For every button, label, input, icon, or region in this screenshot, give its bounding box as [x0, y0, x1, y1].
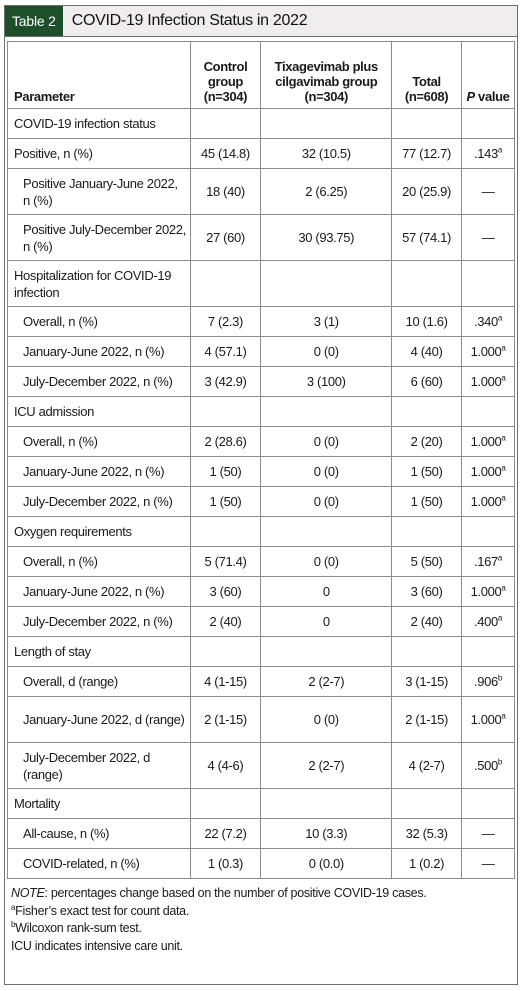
row-label: Positive July-December 2022, n (%) [8, 215, 191, 261]
footnote-icu: ICU indicates intensive care unit. [11, 938, 183, 953]
empty-cell [190, 261, 261, 307]
table-group-row [8, 789, 515, 819]
table-group-row [8, 517, 515, 547]
table-header [5, 6, 517, 37]
cell-control: 4 (4-6) [190, 743, 261, 789]
table-body [8, 109, 515, 879]
cell-control: 1 (0.3) [190, 849, 261, 879]
empty-cell [462, 637, 515, 667]
cell-p-value [462, 819, 515, 849]
row-label: Overall, n (%) [8, 427, 191, 457]
table-frame [4, 5, 518, 985]
p-value-text: 1.000 [470, 374, 502, 389]
row-label: January-June 2022, n (%) [8, 577, 191, 607]
cell-treatment: 3 (1) [261, 307, 392, 337]
p-value-text: .143 [474, 146, 498, 161]
cell-total: 2 (40) [392, 607, 462, 637]
cell-treatment: 0 (0.0) [261, 849, 392, 879]
row-label: July-December 2022, n (%) [8, 487, 191, 517]
cell-p-value [462, 307, 515, 337]
table-number-badge: Table 2 [5, 6, 63, 36]
col-header-control-line: (n=304) [203, 89, 248, 104]
empty-cell [190, 637, 261, 667]
table-title: COVID-19 Infection Status in 2022 [71, 12, 308, 29]
cell-treatment: 32 (10.5) [261, 139, 392, 169]
empty-cell [261, 109, 392, 139]
table-row [8, 307, 515, 337]
table-row [8, 427, 515, 457]
table-group-row [8, 261, 515, 307]
p-italic: P [466, 89, 475, 104]
group-label: COVID-19 infection status [8, 109, 191, 139]
empty-cell [261, 261, 392, 307]
empty-cell [392, 789, 462, 819]
cell-treatment: 0 (0) [261, 457, 392, 487]
p-value-text: 1.000 [470, 712, 502, 727]
table-group-row [8, 109, 515, 139]
p-value-text: .906 [474, 674, 498, 689]
table-row [8, 849, 515, 879]
row-label: Positive January-June 2022, n (%) [8, 169, 191, 215]
row-label: July-December 2022, n (%) [8, 607, 191, 637]
row-label: January-June 2022, n (%) [8, 457, 191, 487]
cell-control: 1 (50) [190, 457, 261, 487]
table-row [8, 577, 515, 607]
cell-p-value [462, 667, 515, 697]
p-value-footnote-marker: a [501, 493, 506, 503]
empty-cell [190, 789, 261, 819]
row-label: All-cause, n (%) [8, 819, 191, 849]
cell-total: 1 (0.2) [392, 849, 462, 879]
cell-total: 20 (25.9) [392, 169, 462, 215]
footnotes [11, 885, 517, 955]
p-value-text: 1.000 [470, 434, 502, 449]
empty-cell [392, 637, 462, 667]
data-table [7, 41, 515, 879]
cell-p-value [462, 697, 515, 743]
cell-control: 22 (7.2) [190, 819, 261, 849]
col-header-treatment [261, 42, 392, 109]
empty-cell [462, 109, 515, 139]
footnote-b [11, 920, 517, 938]
col-header-control-line: Control [203, 59, 248, 74]
cell-total: 1 (50) [392, 457, 462, 487]
p-value-footnote-marker: a [501, 583, 506, 593]
cell-total: 10 (1.6) [392, 307, 462, 337]
p-value-footnote-marker: b [497, 757, 503, 767]
cell-p-value [462, 607, 515, 637]
p-value-footnote-marker: a [501, 711, 506, 721]
cell-control: 2 (40) [190, 607, 261, 637]
table-group-row [8, 637, 515, 667]
table-row [8, 367, 515, 397]
cell-control: 7 (2.3) [190, 307, 261, 337]
table-row [8, 169, 515, 215]
cell-total: 77 (12.7) [392, 139, 462, 169]
row-label: COVID-related, n (%) [8, 849, 191, 879]
cell-total: 1 (50) [392, 487, 462, 517]
cell-p-value [462, 849, 515, 879]
cell-treatment: 2 (2-7) [261, 743, 392, 789]
table-row [8, 457, 515, 487]
cell-p-value [462, 169, 515, 215]
p-value-footnote-marker: a [497, 553, 503, 563]
empty-cell [462, 397, 515, 427]
p-value-text: — [481, 230, 495, 245]
p-value-text: — [481, 856, 495, 871]
col-header-control-line: group [207, 74, 243, 89]
cell-control: 1 (50) [190, 487, 261, 517]
p-value-text: .500 [474, 758, 498, 773]
table-row [8, 697, 515, 743]
table-row [8, 819, 515, 849]
cell-p-value [462, 743, 515, 789]
p-value-footnote-marker: a [501, 463, 506, 473]
p-value-footnote-marker: b [497, 673, 503, 683]
cell-total: 57 (74.1) [392, 215, 462, 261]
table-row [8, 607, 515, 637]
cell-control: 2 (1-15) [190, 697, 261, 743]
p-value-text: 1.000 [470, 494, 502, 509]
table-row [8, 743, 515, 789]
cell-p-value [462, 487, 515, 517]
cell-total: 2 (1-15) [392, 697, 462, 743]
cell-total: 4 (2-7) [392, 743, 462, 789]
cell-control: 45 (14.8) [190, 139, 261, 169]
cell-treatment: 0 (0) [261, 427, 392, 457]
p-value-text: — [481, 184, 495, 199]
footnote-a-text: Fisher’s exact test for count data. [15, 903, 190, 918]
col-header-treatment-line: cilgavimab group [275, 74, 378, 89]
cell-control: 18 (40) [190, 169, 261, 215]
row-label: Overall, n (%) [8, 307, 191, 337]
table-row [8, 215, 515, 261]
note-text: : percentages change based on the number of positive COVID-19 cases. [44, 886, 427, 900]
cell-treatment: 0 [261, 607, 392, 637]
p-value-footnote-marker: a [501, 433, 506, 443]
p-value-footnote-marker: a [497, 613, 503, 623]
note-key: NOTE [11, 886, 45, 900]
p-rest: value [474, 89, 510, 104]
empty-cell [261, 517, 392, 547]
footnote-b-text: Wilcoxon rank-sum test. [15, 921, 142, 935]
cell-total: 3 (60) [392, 577, 462, 607]
row-label: Overall, n (%) [8, 547, 191, 577]
table-row [8, 667, 515, 697]
cell-treatment: 0 (0) [261, 337, 392, 367]
footnote-b-marker: b [11, 919, 16, 929]
row-label: January-June 2022, n (%) [8, 337, 191, 367]
cell-total: 6 (60) [392, 367, 462, 397]
row-label: Overall, d (range) [8, 667, 191, 697]
cell-treatment: 0 (0) [261, 487, 392, 517]
empty-cell [190, 109, 261, 139]
table-group-row [8, 397, 515, 427]
p-value-footnote-marker: a [497, 145, 503, 155]
col-header-total-line: Total [412, 74, 441, 89]
p-value-text: .340 [474, 314, 498, 329]
cell-control: 3 (42.9) [190, 367, 261, 397]
row-label: Positive, n (%) [8, 139, 191, 169]
table-row [8, 139, 515, 169]
table-row [8, 547, 515, 577]
empty-cell [261, 637, 392, 667]
empty-cell [392, 109, 462, 139]
cell-total: 5 (50) [392, 547, 462, 577]
cell-control: 27 (60) [190, 215, 261, 261]
cell-control: 4 (57.1) [190, 337, 261, 367]
cell-treatment: 30 (93.75) [261, 215, 392, 261]
cell-treatment: 2 (6.25) [261, 169, 392, 215]
p-value-text: 1.000 [470, 464, 502, 479]
p-value-footnote-marker: a [501, 373, 506, 383]
cell-control: 2 (28.6) [190, 427, 261, 457]
cell-total: 32 (5.3) [392, 819, 462, 849]
cell-p-value [462, 337, 515, 367]
cell-total: 4 (40) [392, 337, 462, 367]
row-label: January-June 2022, d (range) [8, 697, 191, 743]
group-label: ICU admission [8, 397, 191, 427]
table-row [8, 337, 515, 367]
col-header-total [392, 42, 462, 109]
p-value-footnote-marker: a [497, 313, 503, 323]
col-header-total-line: (n=608) [404, 89, 449, 104]
row-label: July-December 2022, n (%) [8, 367, 191, 397]
group-label: Oxygen requirements [8, 517, 191, 547]
col-header-parameter: Parameter [8, 42, 191, 109]
col-header-treatment-line: Tixagevimab plus [274, 59, 378, 74]
footnote-a [11, 903, 517, 921]
cell-control: 3 (60) [190, 577, 261, 607]
empty-cell [392, 261, 462, 307]
cell-treatment: 0 (0) [261, 547, 392, 577]
col-header-p-value [462, 42, 515, 109]
col-header-control [190, 42, 261, 109]
cell-control: 4 (1-15) [190, 667, 261, 697]
p-value-text: .167 [474, 554, 498, 569]
p-value-footnote-marker: a [501, 343, 506, 353]
col-header-treatment-line: (n=304) [304, 89, 348, 104]
empty-cell [462, 517, 515, 547]
footnote-a-marker: a [11, 902, 16, 912]
cell-p-value [462, 547, 515, 577]
table-row [8, 487, 515, 517]
empty-cell [190, 517, 261, 547]
row-label: July-December 2022, d (range) [8, 743, 191, 789]
cell-treatment: 3 (100) [261, 367, 392, 397]
p-value-text: .400 [474, 614, 498, 629]
empty-cell [261, 789, 392, 819]
empty-cell [261, 397, 392, 427]
empty-cell [190, 397, 261, 427]
cell-p-value [462, 427, 515, 457]
cell-treatment: 0 (0) [261, 697, 392, 743]
p-value-text: — [481, 826, 495, 841]
cell-treatment: 10 (3.3) [261, 819, 392, 849]
footnote-note [11, 885, 517, 903]
p-value-text: 1.000 [470, 344, 502, 359]
cell-treatment: 2 (2-7) [261, 667, 392, 697]
cell-p-value [462, 457, 515, 487]
cell-total: 3 (1-15) [392, 667, 462, 697]
cell-p-value [462, 139, 515, 169]
empty-cell [392, 517, 462, 547]
group-label: Mortality [8, 789, 191, 819]
cell-control: 5 (71.4) [190, 547, 261, 577]
empty-cell [462, 261, 515, 307]
cell-treatment: 0 [261, 577, 392, 607]
empty-cell [462, 789, 515, 819]
column-header-row [8, 42, 515, 109]
cell-p-value [462, 367, 515, 397]
empty-cell [392, 397, 462, 427]
cell-total: 2 (20) [392, 427, 462, 457]
p-value-text: 1.000 [470, 584, 502, 599]
cell-p-value [462, 215, 515, 261]
group-label: Hospitalization for COVID-19 infection [8, 261, 191, 307]
cell-p-value [462, 577, 515, 607]
group-label: Length of stay [8, 637, 191, 667]
